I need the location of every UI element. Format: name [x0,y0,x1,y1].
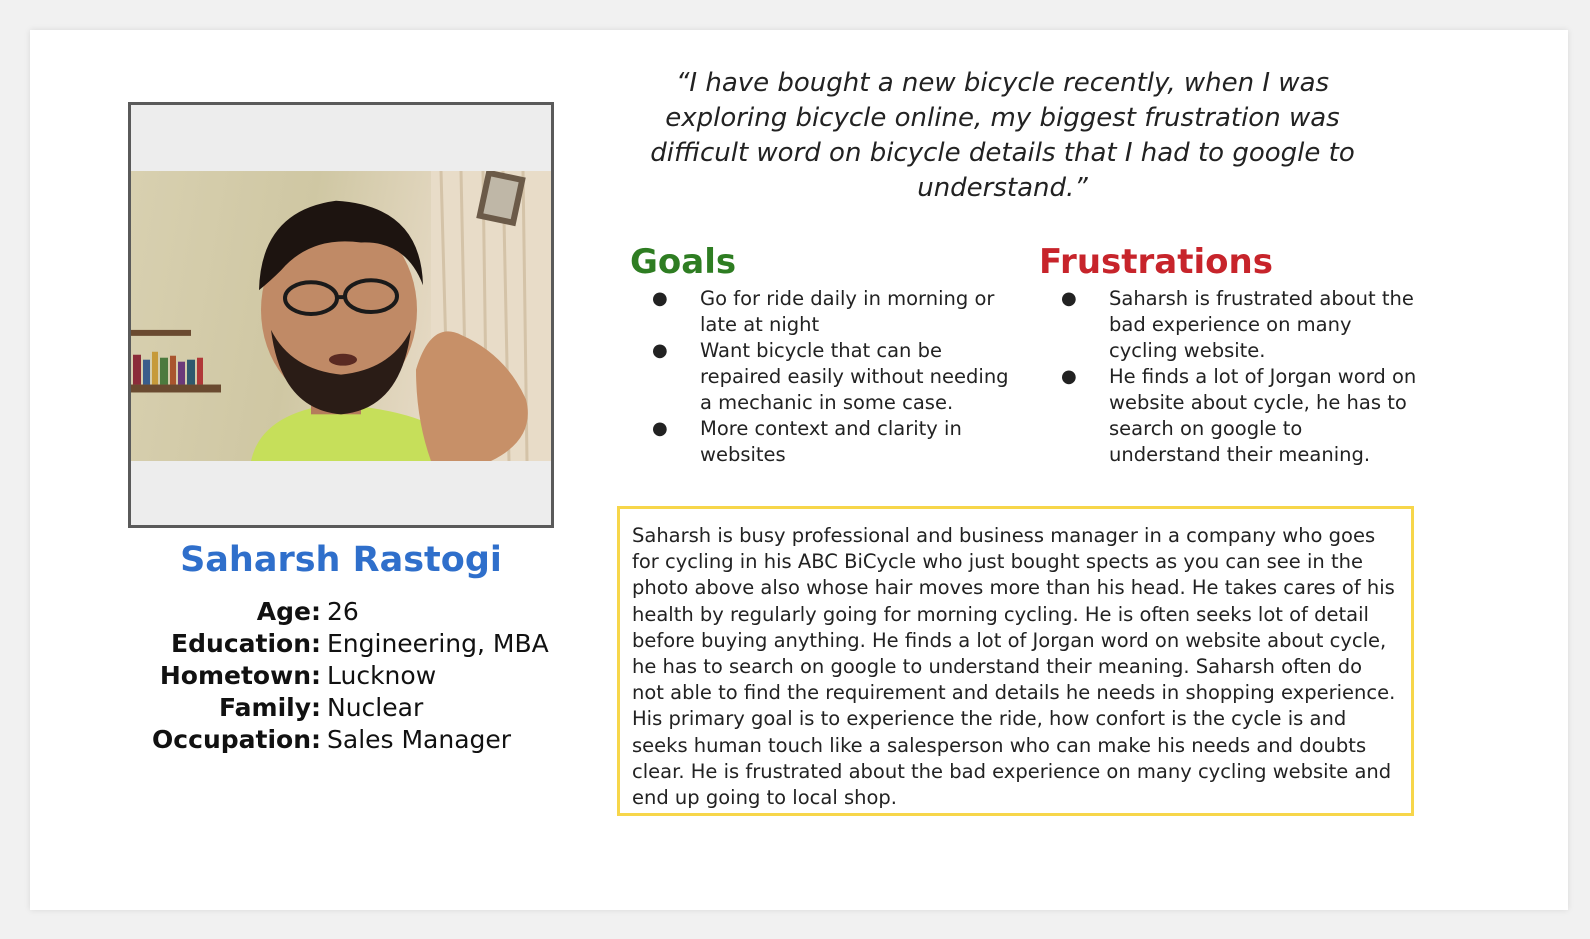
goal-text: More context and clarity in websites [700,417,962,466]
persona-bio: Saharsh is busy professional and business manager in a company who goes for cycling in his ABC BiCycle who just bought spects as you can see in the photo above also whose hair moves more than his head. He takes cares of his health by regularly going for morning cycling. He is often seeks lot of detail before buying anything. He finds a lot of Jorgan word on website about cycle, he has to search on google to understand their meaning. Saharsh often do not able to find the requirement and details he needs in shopping experience. His primary goal is to experience the ride, how confort is the cycle is and seeks human touch like a salesperson who can make his needs and doubts clear. He is frustrated about the bad experience on many cycling website and end up going to local shop. [617,506,1414,816]
frustration-text: He finds a lot of Jorgan word on website about cycle, he has to search on google to understand their meaning. [1109,365,1417,466]
detail-label: Occupation: [152,725,321,754]
frustrations-title: Frustrations [1039,242,1273,282]
persona-name: Saharsh Rastogi [180,540,502,580]
persona-slide [30,30,1568,910]
goal-text: Want bicycle that can be repaired easily without needing a mechanic in some case. [700,339,1009,414]
frustrations-list [1039,286,1419,468]
detail-row-age [150,596,570,628]
photo-letterbox-top [131,105,551,171]
list-item [630,416,1010,468]
photo-letterbox-bottom [131,461,551,525]
persona-details [150,596,570,756]
bullet-icon: ● [652,288,668,309]
goals-title: Goals [630,242,737,282]
persona-photo [128,102,554,528]
persona-quote: “I have bought a new bicycle recently, when I was exploring bicycle online, my biggest frustration was difficult word on bicycle details that I had to google to understand.” [650,68,1355,203]
detail-value: 26 [327,597,359,626]
persona-photo-image [131,171,551,461]
list-item [1039,364,1419,468]
detail-label: Age: [256,597,321,626]
detail-value: Sales Manager [327,725,512,754]
bullet-icon: ● [652,418,668,439]
detail-row-family [150,692,570,724]
detail-label: Hometown: [159,661,321,690]
goals-list [630,286,1010,468]
list-item [630,338,1010,416]
frustration-text: Saharsh is frustrated about the bad experience on many cycling website. [1109,287,1414,362]
detail-value: Lucknow [327,661,437,690]
bullet-icon: ● [652,340,668,361]
list-item [630,286,1010,338]
bullet-icon: ● [1061,366,1077,387]
person-illustration [131,171,551,461]
goal-text: Go for ride daily in morning or late at night [700,287,995,336]
goals-section [630,240,1010,468]
detail-row-hometown [150,660,570,692]
detail-value: Nuclear [327,693,424,722]
detail-row-occupation [150,724,570,756]
detail-value: Engineering, MBA [327,629,549,658]
detail-row-education [150,628,570,660]
list-item [1039,286,1419,364]
detail-label: Family: [219,693,321,722]
frustrations-section [1039,240,1419,468]
detail-label: Education: [171,629,321,658]
bullet-icon: ● [1061,288,1077,309]
